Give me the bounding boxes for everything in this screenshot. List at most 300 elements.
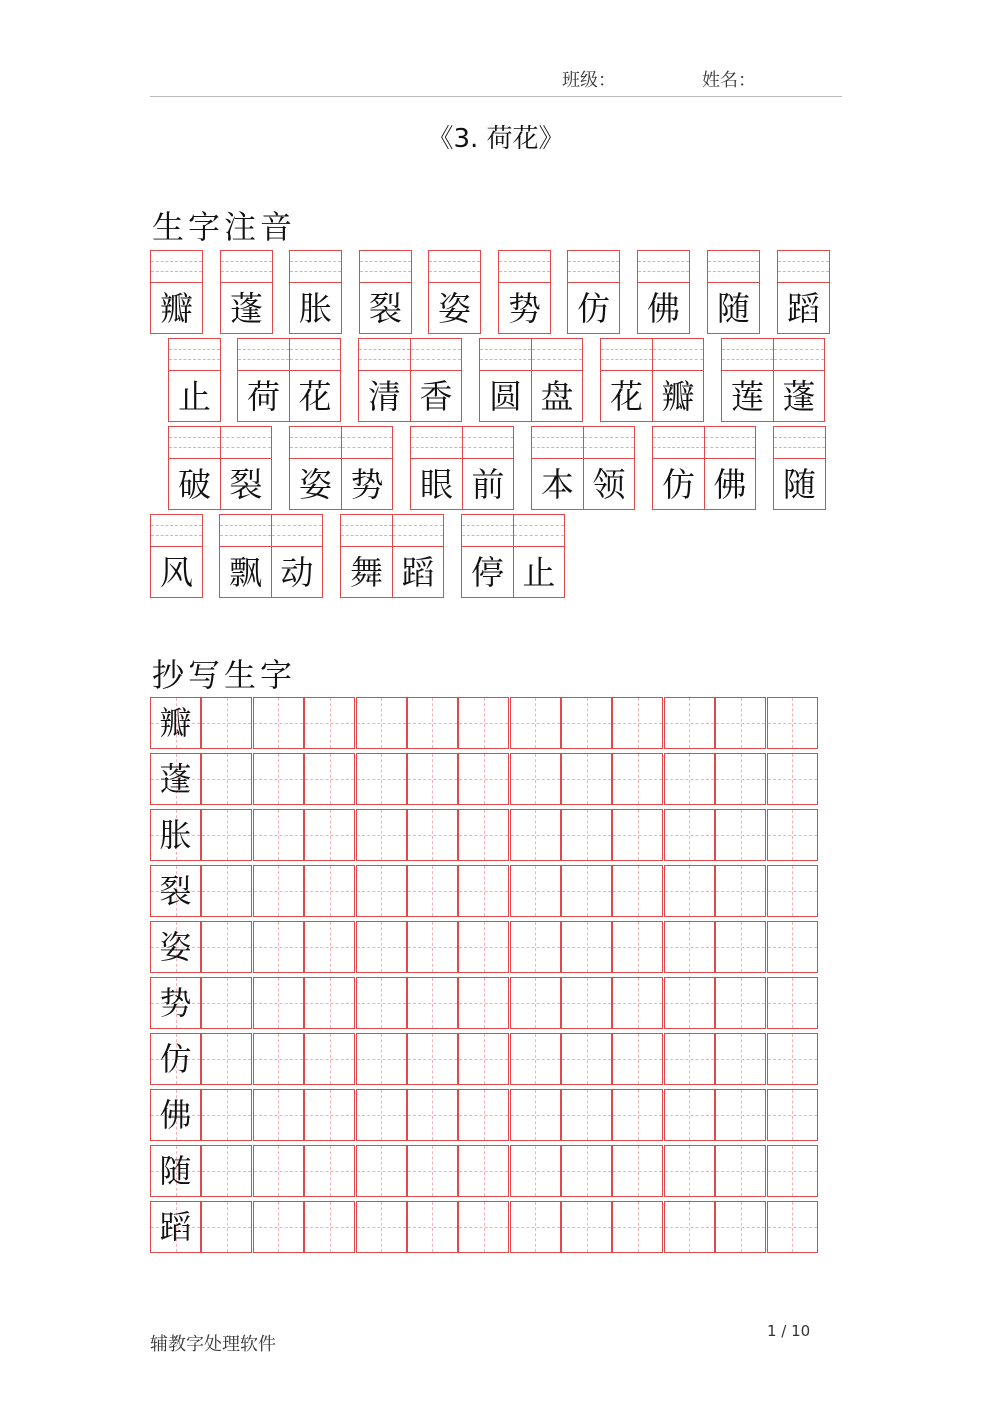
hanzi-character: 蓬	[230, 288, 263, 328]
pinyin-cell	[220, 515, 271, 597]
footer-software: 辅教字处理软件	[150, 1334, 276, 1355]
hanzi-character: 前	[471, 464, 505, 504]
pinyin-cell	[238, 339, 289, 421]
pinyin-writing-lines[interactable]	[653, 339, 703, 371]
writing-cell[interactable]	[458, 865, 509, 917]
pinyin-cell	[652, 339, 703, 421]
pinyin-cell	[359, 339, 410, 421]
pinyin-writing-lines[interactable]	[290, 339, 340, 371]
model-character: 姿	[159, 928, 192, 966]
hanzi-character: 飘	[229, 552, 262, 592]
model-character-cell	[150, 921, 201, 973]
hanzi-character: 势	[508, 288, 541, 328]
pinyin-cell	[638, 251, 689, 333]
writing-cell[interactable]	[612, 865, 663, 917]
hanzi-character: 裂	[229, 464, 263, 504]
writing-cell[interactable]	[407, 697, 458, 749]
model-character-cell	[150, 977, 201, 1029]
model-character-cell	[150, 697, 201, 749]
writing-cell[interactable]	[407, 1033, 458, 1085]
pinyin-cell	[271, 515, 322, 597]
writing-cell[interactable]	[458, 809, 509, 861]
writing-cell[interactable]	[253, 753, 304, 805]
writing-cell[interactable]	[612, 697, 663, 749]
writing-cell[interactable]	[510, 1145, 561, 1197]
hanzi-character: 莲	[731, 376, 764, 416]
pinyin-cell	[341, 427, 392, 509]
writing-cell[interactable]	[561, 921, 612, 973]
writing-cell[interactable]	[767, 1145, 818, 1197]
model-character-cell	[150, 1145, 201, 1197]
model-character: 仿	[159, 1040, 192, 1078]
writing-cell[interactable]	[561, 697, 612, 749]
pinyin-word-box	[707, 250, 760, 334]
writing-cell[interactable]	[407, 865, 458, 917]
pinyin-writing-lines[interactable]	[480, 339, 531, 371]
pinyin-word-box	[289, 426, 393, 510]
name-label: 姓名：	[702, 70, 756, 91]
pinyin-writing-lines[interactable]	[638, 251, 689, 283]
pinyin-word-box	[168, 338, 221, 422]
hanzi-character: 停	[471, 552, 504, 592]
pinyin-word-box	[773, 426, 826, 510]
model-character-cell	[150, 753, 201, 805]
writing-cell[interactable]	[407, 753, 458, 805]
writing-cell[interactable]	[407, 1201, 458, 1253]
hanzi-character: 瓣	[661, 376, 695, 416]
writing-cell[interactable]	[253, 1201, 304, 1253]
hanzi-character: 荷	[247, 376, 280, 416]
writing-cell[interactable]	[304, 865, 355, 917]
writing-cell[interactable]	[715, 1201, 766, 1253]
pinyin-writing-lines[interactable]	[514, 515, 564, 547]
pinyin-cell	[360, 251, 411, 333]
copy-row	[150, 1201, 818, 1253]
writing-cell[interactable]	[458, 1145, 509, 1197]
writing-cell[interactable]	[510, 865, 561, 917]
model-character-cell	[150, 1033, 201, 1085]
pinyin-cell	[411, 427, 462, 509]
pinyin-word-box	[479, 338, 583, 422]
pinyin-writing-lines[interactable]	[359, 339, 410, 371]
pinyin-cell	[290, 251, 341, 333]
writing-cell[interactable]	[664, 1145, 715, 1197]
writing-cell[interactable]	[510, 977, 561, 1029]
model-character: 蓬	[159, 760, 192, 798]
writing-cell[interactable]	[715, 921, 766, 973]
writing-cell[interactable]	[458, 921, 509, 973]
pinyin-word-box	[637, 250, 690, 334]
hanzi-character: 蓬	[782, 376, 816, 416]
pinyin-word-box	[410, 426, 514, 510]
pinyin-writing-lines[interactable]	[463, 427, 513, 459]
writing-cell[interactable]	[767, 1089, 818, 1141]
writing-cell[interactable]	[356, 1033, 407, 1085]
hanzi-character: 佛	[713, 464, 747, 504]
writing-cell[interactable]	[664, 1201, 715, 1253]
writing-cell[interactable]	[304, 921, 355, 973]
hanzi-character: 止	[522, 552, 556, 592]
pinyin-cell	[568, 251, 619, 333]
writing-cell[interactable]	[715, 1145, 766, 1197]
writing-cell[interactable]	[561, 809, 612, 861]
writing-cell[interactable]	[510, 1201, 561, 1253]
writing-cell[interactable]	[767, 809, 818, 861]
pinyin-word-box	[652, 426, 756, 510]
pinyin-writing-lines[interactable]	[462, 515, 513, 547]
hanzi-character: 仿	[662, 464, 695, 504]
writing-cell[interactable]	[767, 865, 818, 917]
hanzi-character: 裂	[369, 288, 402, 328]
pinyin-cell	[704, 427, 755, 509]
pinyin-writing-lines[interactable]	[393, 515, 443, 547]
writing-cell[interactable]	[664, 977, 715, 1029]
writing-cell[interactable]	[458, 753, 509, 805]
writing-cell[interactable]	[356, 921, 407, 973]
writing-cell[interactable]	[612, 809, 663, 861]
writing-cell[interactable]	[664, 1089, 715, 1141]
pinyin-cell	[290, 427, 341, 509]
writing-cell[interactable]	[664, 697, 715, 749]
writing-cell[interactable]	[356, 1201, 407, 1253]
model-character: 佛	[159, 1096, 192, 1134]
writing-cell[interactable]	[201, 1145, 252, 1197]
writing-cell[interactable]	[612, 921, 663, 973]
writing-cell[interactable]	[510, 1089, 561, 1141]
writing-cell[interactable]	[201, 1201, 252, 1253]
writing-cell[interactable]	[201, 865, 252, 917]
pinyin-cell	[601, 339, 652, 421]
writing-cell[interactable]	[510, 1033, 561, 1085]
pinyin-writing-lines[interactable]	[705, 427, 755, 459]
writing-cell[interactable]	[356, 697, 407, 749]
model-character-cell	[150, 1201, 201, 1253]
writing-cell[interactable]	[715, 697, 766, 749]
hanzi-character: 佛	[647, 288, 680, 328]
model-character: 胀	[159, 816, 192, 854]
hanzi-character: 动	[280, 552, 314, 592]
pinyin-word-box	[168, 426, 272, 510]
writing-cell[interactable]	[304, 697, 355, 749]
footer-page-number: 1 / 10	[767, 1322, 811, 1340]
pinyin-word-box	[340, 514, 444, 598]
writing-cell[interactable]	[664, 865, 715, 917]
pinyin-writing-lines[interactable]	[411, 427, 462, 459]
writing-cell[interactable]	[407, 1145, 458, 1197]
writing-cell[interactable]	[253, 921, 304, 973]
writing-cell[interactable]	[510, 921, 561, 973]
copy-row	[150, 1145, 818, 1197]
pinyin-word-box	[498, 250, 551, 334]
writing-cell[interactable]	[510, 753, 561, 805]
pinyin-cell	[722, 339, 773, 421]
writing-cell[interactable]	[201, 809, 252, 861]
pinyin-cell	[462, 427, 513, 509]
writing-cell[interactable]	[253, 809, 304, 861]
pinyin-writing-lines[interactable]	[341, 515, 392, 547]
model-character-cell	[150, 865, 201, 917]
pinyin-word-box	[150, 250, 203, 334]
writing-cell[interactable]	[767, 1201, 818, 1253]
hanzi-character: 领	[592, 464, 626, 504]
writing-cell[interactable]	[458, 1089, 509, 1141]
pinyin-writing-lines[interactable]	[774, 427, 825, 459]
writing-cell[interactable]	[612, 1089, 663, 1141]
pinyin-word-box	[150, 514, 203, 598]
writing-cell[interactable]	[356, 1145, 407, 1197]
hanzi-character: 风	[160, 552, 193, 592]
model-character: 裂	[159, 872, 192, 910]
pinyin-cell	[653, 427, 704, 509]
hanzi-character: 随	[717, 288, 750, 328]
copy-row	[150, 697, 818, 749]
pinyin-cell	[708, 251, 759, 333]
copy-row	[150, 1089, 818, 1141]
pinyin-writing-lines[interactable]	[342, 427, 392, 459]
pinyin-cell	[774, 427, 825, 509]
copy-row	[150, 809, 818, 861]
pinyin-cell	[462, 515, 513, 597]
writing-cell[interactable]	[767, 921, 818, 973]
writing-cell[interactable]	[612, 753, 663, 805]
pinyin-cell	[480, 339, 531, 421]
pinyin-writing-lines[interactable]	[411, 339, 461, 371]
pinyin-word-box	[220, 250, 273, 334]
writing-cell[interactable]	[201, 753, 252, 805]
writing-cell[interactable]	[458, 1201, 509, 1253]
pinyin-cell	[583, 427, 634, 509]
writing-cell[interactable]	[612, 977, 663, 1029]
hanzi-character: 止	[178, 376, 211, 416]
hanzi-character: 眼	[420, 464, 453, 504]
pinyin-writing-lines[interactable]	[221, 427, 271, 459]
writing-cell[interactable]	[201, 977, 252, 1029]
writing-cell[interactable]	[767, 1033, 818, 1085]
hanzi-character: 姿	[299, 464, 332, 504]
hanzi-character: 花	[298, 376, 332, 416]
pinyin-word-box	[600, 338, 704, 422]
pinyin-cell	[169, 427, 220, 509]
writing-cell[interactable]	[201, 921, 252, 973]
writing-cell[interactable]	[664, 809, 715, 861]
writing-cell[interactable]	[612, 1033, 663, 1085]
pinyin-cell	[341, 515, 392, 597]
writing-cell[interactable]	[304, 1033, 355, 1085]
pinyin-writing-lines[interactable]	[169, 427, 220, 459]
pinyin-word-box	[428, 250, 481, 334]
pinyin-word-box	[777, 250, 830, 334]
writing-cell[interactable]	[664, 753, 715, 805]
pinyin-writing-lines[interactable]	[568, 251, 619, 283]
writing-cell[interactable]	[407, 1089, 458, 1141]
writing-cell[interactable]	[561, 1201, 612, 1253]
writing-cell[interactable]	[561, 977, 612, 1029]
writing-cell[interactable]	[407, 977, 458, 1029]
writing-cell[interactable]	[510, 809, 561, 861]
pinyin-writing-lines[interactable]	[499, 251, 550, 283]
writing-cell[interactable]	[253, 1033, 304, 1085]
header-divider	[150, 96, 842, 97]
pinyin-writing-lines[interactable]	[778, 251, 829, 283]
writing-cell[interactable]	[561, 753, 612, 805]
pinyin-cell	[410, 339, 461, 421]
writing-cell[interactable]	[715, 1089, 766, 1141]
model-character-cell	[150, 809, 201, 861]
writing-cell[interactable]	[304, 1145, 355, 1197]
pinyin-writing-lines[interactable]	[429, 251, 480, 283]
hanzi-character: 随	[783, 464, 816, 504]
hanzi-character: 瓣	[160, 288, 193, 328]
hanzi-character: 姿	[438, 288, 471, 328]
pinyin-cell	[532, 427, 583, 509]
pinyin-word-box	[219, 514, 323, 598]
writing-cell[interactable]	[458, 697, 509, 749]
pinyin-word-box	[289, 250, 342, 334]
pinyin-word-box	[461, 514, 565, 598]
writing-cell[interactable]	[304, 977, 355, 1029]
hanzi-character: 蹈	[401, 552, 435, 592]
pinyin-word-box	[567, 250, 620, 334]
writing-cell[interactable]	[561, 865, 612, 917]
writing-cell[interactable]	[561, 1089, 612, 1141]
hanzi-character: 清	[368, 376, 401, 416]
model-character: 瓣	[159, 704, 192, 742]
pinyin-writing-lines[interactable]	[601, 339, 652, 371]
pinyin-writing-lines[interactable]	[220, 515, 271, 547]
pinyin-cell	[169, 339, 220, 421]
hanzi-character: 舞	[350, 552, 383, 592]
pinyin-writing-lines[interactable]	[151, 515, 202, 547]
writing-cell[interactable]	[253, 977, 304, 1029]
hanzi-character: 胀	[299, 288, 332, 328]
hanzi-character: 香	[419, 376, 453, 416]
writing-cell[interactable]	[356, 809, 407, 861]
writing-cell[interactable]	[715, 809, 766, 861]
hanzi-character: 花	[610, 376, 643, 416]
writing-cell[interactable]	[561, 1033, 612, 1085]
writing-cell[interactable]	[304, 1201, 355, 1253]
hanzi-character: 蹈	[787, 288, 820, 328]
copy-row	[150, 921, 818, 973]
copy-row	[150, 753, 818, 805]
pinyin-cell	[513, 515, 564, 597]
model-character: 蹈	[159, 1208, 192, 1246]
writing-cell[interactable]	[767, 977, 818, 1029]
writing-cell[interactable]	[612, 1145, 663, 1197]
pinyin-writing-lines[interactable]	[221, 251, 272, 283]
pinyin-cell	[220, 427, 271, 509]
pinyin-writing-lines[interactable]	[238, 339, 289, 371]
writing-cell[interactable]	[253, 1145, 304, 1197]
hanzi-character: 盘	[540, 376, 574, 416]
writing-cell[interactable]	[715, 865, 766, 917]
hanzi-character: 仿	[577, 288, 610, 328]
pinyin-word-box	[359, 250, 412, 334]
class-label: 班级：	[562, 70, 616, 91]
section-title-copy: 抄写生字	[152, 656, 297, 694]
page-title: 《3. 荷花》	[427, 124, 565, 154]
writing-cell[interactable]	[304, 1089, 355, 1141]
pinyin-cell	[531, 339, 582, 421]
writing-cell[interactable]	[253, 697, 304, 749]
writing-cell[interactable]	[407, 921, 458, 973]
pinyin-writing-lines[interactable]	[272, 515, 322, 547]
pinyin-word-box	[721, 338, 825, 422]
pinyin-word-box	[531, 426, 635, 510]
hanzi-character: 势	[350, 464, 384, 504]
pinyin-writing-lines[interactable]	[151, 251, 202, 283]
pinyin-cell	[499, 251, 550, 333]
writing-cell[interactable]	[458, 977, 509, 1029]
writing-cell[interactable]	[201, 697, 252, 749]
copy-row	[150, 977, 818, 1029]
pinyin-writing-lines[interactable]	[708, 251, 759, 283]
hanzi-character: 圆	[489, 376, 522, 416]
writing-cell[interactable]	[715, 753, 766, 805]
writing-cell[interactable]	[612, 1201, 663, 1253]
writing-cell[interactable]	[767, 697, 818, 749]
pinyin-word-box	[358, 338, 462, 422]
writing-cell[interactable]	[664, 1033, 715, 1085]
copy-row	[150, 865, 818, 917]
writing-cell[interactable]	[356, 865, 407, 917]
pinyin-writing-lines[interactable]	[584, 427, 634, 459]
hanzi-character: 本	[541, 464, 574, 504]
writing-cell[interactable]	[715, 977, 766, 1029]
pinyin-writing-lines[interactable]	[360, 251, 411, 283]
pinyin-writing-lines[interactable]	[774, 339, 824, 371]
writing-cell[interactable]	[458, 1033, 509, 1085]
writing-cell[interactable]	[304, 753, 355, 805]
model-character: 势	[159, 984, 192, 1022]
section-title-pinyin: 生字注音	[152, 208, 297, 246]
writing-cell[interactable]	[201, 1033, 252, 1085]
pinyin-writing-lines[interactable]	[722, 339, 773, 371]
pinyin-writing-lines[interactable]	[169, 339, 220, 371]
model-character-cell	[150, 1089, 201, 1141]
pinyin-cell	[151, 515, 202, 597]
pinyin-writing-lines[interactable]	[532, 427, 583, 459]
pinyin-cell	[392, 515, 443, 597]
writing-cell[interactable]	[664, 921, 715, 973]
hanzi-character: 破	[178, 464, 211, 504]
pinyin-word-box	[237, 338, 341, 422]
writing-cell[interactable]	[561, 1145, 612, 1197]
pinyin-cell	[429, 251, 480, 333]
pinyin-writing-lines[interactable]	[290, 427, 341, 459]
pinyin-cell	[773, 339, 824, 421]
writing-cell[interactable]	[715, 1033, 766, 1085]
writing-cell[interactable]	[356, 977, 407, 1029]
writing-cell[interactable]	[253, 1089, 304, 1141]
pinyin-cell	[289, 339, 340, 421]
pinyin-writing-lines[interactable]	[290, 251, 341, 283]
writing-cell[interactable]	[201, 1089, 252, 1141]
pinyin-writing-lines[interactable]	[532, 339, 582, 371]
pinyin-writing-lines[interactable]	[653, 427, 704, 459]
model-character: 随	[159, 1152, 192, 1190]
writing-cell[interactable]	[407, 809, 458, 861]
writing-cell[interactable]	[767, 753, 818, 805]
writing-cell[interactable]	[356, 1089, 407, 1141]
writing-cell[interactable]	[304, 809, 355, 861]
writing-cell[interactable]	[253, 865, 304, 917]
writing-cell[interactable]	[510, 697, 561, 749]
pinyin-cell	[151, 251, 202, 333]
writing-cell[interactable]	[356, 753, 407, 805]
copy-row	[150, 1033, 818, 1085]
pinyin-cell	[221, 251, 272, 333]
